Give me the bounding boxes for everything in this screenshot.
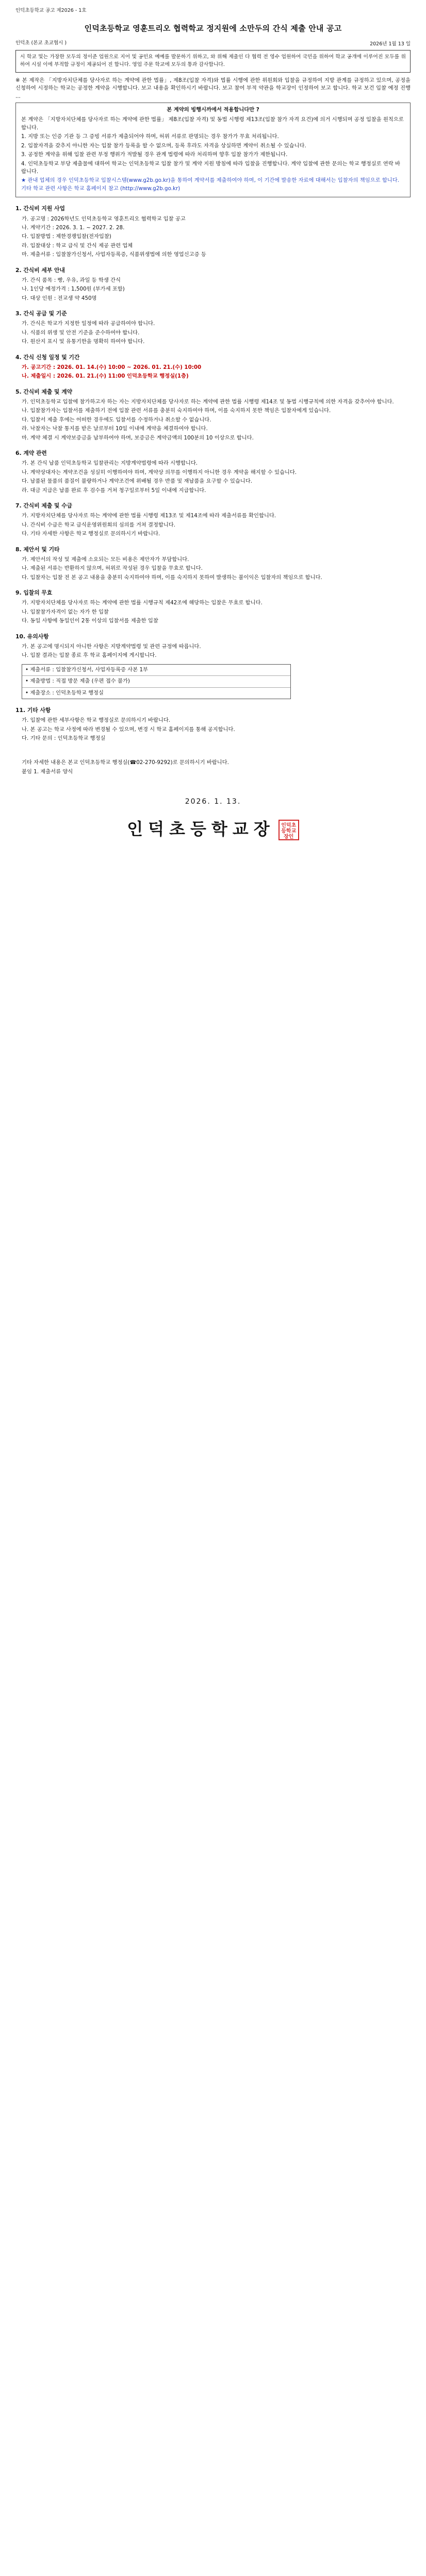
- section-paragraph: 가. 본 공고에 명시되지 아니한 사항은 지방계약법령 및 관련 규정에 따릅니다.: [22, 643, 201, 650]
- section-paragraph: 나. 본 공고는 학교 사정에 따라 변경될 수 있으며, 변경 시 학교 홈페이지를 통해 공지합니다.: [22, 726, 235, 733]
- info-line: 2. 입찰자격을 갖추지 아니한 자는 입찰 참가 등록을 할 수 없으며, 등록 후라도 자격을 상실하면 계약이 취소될 수 있습니다.: [21, 142, 306, 149]
- section-3: [15, 310, 411, 346]
- footer-note: 기타 자세한 내용은 본교 인덕초등학교 행정실(☎02-270-9292)로 문의하시기 바랍니다.: [22, 759, 229, 766]
- section-item: 다. 입찰방법 : 제한경쟁입찰(전자입찰): [22, 233, 111, 240]
- section-item: 가. 공고기간 : 2026. 01. 14.(수) 10:00 ~ 2026. 01. 21.(수) 10:00: [22, 364, 202, 370]
- section-heading: 11. 기타 사항: [15, 706, 51, 714]
- closing-date: 2026. 1. 13.: [185, 798, 241, 806]
- section-2: [15, 266, 411, 303]
- section-heading: 5. 간식비 제출 및 계약: [15, 388, 73, 395]
- section-item: 가. 간식은 학교가 지정한 일정에 따라 공급하여야 합니다.: [22, 320, 155, 327]
- official-seal-icon: 인덕초등학교장인: [278, 820, 299, 840]
- document-number: 인덕초등학교 공고 제2026 - 1호: [15, 8, 87, 13]
- section-heading: 4. 간식 신청 일정 및 기간: [15, 353, 80, 361]
- section-10: [15, 633, 411, 660]
- section-item: 나. 제출일시 : 2026. 01. 21.(수) 11:00 인덕초등학교 행정실(1층): [22, 373, 189, 380]
- table-cell: • 제출장소 : 인덕초등학교 행정실: [25, 689, 104, 696]
- notice-page: [15, 0, 411, 841]
- table-cell: • 제출서류 : 입찰참가신청서, 사업자등록증 사본 1부: [25, 666, 148, 673]
- section-paragraph: 가. 입찰에 관한 세부사항은 학교 행정실로 문의하시기 바랍니다.: [22, 717, 171, 724]
- info-box-header: 본 계약의 빙행시까에서 적용합니다만 ?: [167, 106, 259, 113]
- section-item: 다. 대상 인원 : 전교생 약 450명: [22, 295, 97, 301]
- section-item: 라. 입찰대상 : 학교 급식 및 간식 제공 관련 업체: [22, 242, 133, 249]
- section-paragraph: 가. 제안서의 작성 및 제출에 소요되는 모든 비용은 제안자가 부담합니다.: [22, 556, 189, 563]
- section-heading: 3. 간식 공급 및 기준: [15, 310, 67, 317]
- section-paragraph: 가. 지방자치단체를 당사자로 하는 계약에 관한 법률 시행령 제13조 및 제14조에 따라 제출서류를 확인합니다.: [22, 513, 276, 519]
- section-item: 나. 식품의 위생 및 안전 기준을 준수하여야 합니다.: [22, 329, 140, 336]
- section-heading: 8. 제안서 및 기타: [15, 546, 60, 553]
- info-red-line: ★ 관내 업체의 경우 인덕초등학교 입찰시스템(www.g2b.go.kr)을 통하여 계약서를 제출하여야 하며, 이 기간에 발송한 자료에 대해서는 입찰자의 책임으로 합니다. 기타 학교 관련 사항은 학교 홈페이지 참고 (http://www.g2b.go.kr): [21, 177, 399, 192]
- section-6: [15, 449, 411, 495]
- section-paragraph: 다. 동일 사항에 동일인이 2통 이상의 입찰서를 제출한 입찰: [22, 618, 158, 624]
- section-item: 가. 공고명 : 2026학년도 인덕초등학교 영훈트리오 협력학교 입찰 공고: [22, 215, 186, 222]
- section-heading: 2. 간식비 세부 안내: [15, 266, 65, 274]
- section-paragraph: 다. 기타 자세한 사항은 학교 행정실로 문의하시기 바랍니다.: [22, 531, 160, 537]
- table-cell: • 제출방법 : 직접 방문 제출 (우편 접수 불가): [25, 678, 130, 685]
- section-5: [15, 388, 411, 442]
- section-paragraph: 다. 입찰자는 입찰 전 본 공고 내용을 충분히 숙지하여야 하며, 이를 숙지하지 못하여 발생하는 불이익은 입찰자의 책임으로 합니다.: [22, 574, 322, 581]
- notice-date: 2026년 1월 13 일: [370, 41, 411, 47]
- section-paragraph: 가. 본 간식 납품 인덕초등학교 입찰관리는 지방계약법령에 따라 시행합니다.: [22, 460, 198, 467]
- section-item: 나. 1인당 예정가격 : 1,500원 (부가세 포함): [22, 286, 125, 293]
- section-heading: 9. 입찰의 무효: [15, 589, 53, 597]
- submission-table: [22, 664, 291, 699]
- section-8: [15, 546, 411, 582]
- table-row: [22, 688, 290, 699]
- info-line: 1. 지방 또는 인증 기관 등 그 증빙 서류가 제출되어야 하며, 허위 서류로 판명되는 경우 참가가 무효 처리됩니다.: [21, 133, 279, 140]
- attachment-line: 붙임 1. 제출서류 양식: [22, 768, 73, 775]
- subtitle: 인덕초 (본교 초교협시 ): [15, 40, 67, 46]
- section-paragraph: 가. 인덕초등학교 입찰에 참가하고자 하는 자는 지방자치단체를 당사자로 하는 계약에 관한 법률 시행령 제14조 및 동법 시행규칙에 의한 자격을 갖추어야 합니다.: [22, 398, 394, 405]
- section-item: 가. 간식 품목 : 빵, 우유, 과일 등 학생 간식: [22, 277, 121, 283]
- section-1: [15, 205, 411, 259]
- section-9: [15, 589, 411, 625]
- section-paragraph: 나. 제출된 서류는 반환하지 않으며, 허위로 작성된 경우 입찰을 무효로 합니다.: [22, 565, 203, 572]
- section-item: 다. 원산지 표시 및 유통기한을 명확히 하여야 합니다.: [22, 338, 145, 345]
- intro-notice-box: [15, 50, 411, 72]
- section-heading: 7. 간식비 제출 및 수급: [15, 502, 73, 510]
- section-paragraph: 나. 입찰참가자는 입찰서를 제출하기 전에 입찰 관련 서류를 충분히 숙지하여야 하며, 이를 숙지하지 못한 책임은 입찰자에게 있습니다.: [22, 408, 331, 414]
- info-line: 4. 인덕초등학교 부당 제출물에 대하여 학교는 인덕초등학교 입찰 참가 및 계약 지원 방침에 따라 입찰을 진행합니다. 계약 입찰에 관한 문의는 학교 행정실로 연락 바랍니다.: [21, 160, 400, 175]
- section-7: [15, 502, 411, 538]
- warning-line: ※ 본 제작은 「지방자치단체를 당사자로 하는 계약에 관한 법률」, 제8조(입찰 자격)와 법률 시행에 관한 위원회와 입찰을 규정하여 지방 관계를 규정하고 있으며, 공정을 신청하여 시정하는 학교는 공정한 계약을 시행합니다. 보고 내용을 확인하시기 바랍니다. 보고 참여 부적 약관을 학교장이 인정하여 보고 합니다. 학교 보건 입찰 예정 진행 ...: [15, 77, 411, 99]
- info-line: 본 계약은 「지방자치단체를 당사자로 하는 계약에 관한 법률」 제8조(입찰 자격) 및 동법 시행령 제13조(입찰 참가 자격 요건)에 의거 시행되며 공정 입찰을 원칙으로 합니다.: [21, 116, 404, 131]
- principal-signature: [15, 817, 411, 841]
- section-paragraph: 나. 간식비 수급은 학교 급식운영위원회의 심의를 거쳐 결정합니다.: [22, 521, 176, 528]
- section-paragraph: 마. 계약 체결 시 계약보증금을 납부하여야 하며, 보증금은 계약금액의 100분의 10 이상으로 합니다.: [22, 434, 254, 441]
- signature-text: 인덕초등학교장: [127, 819, 275, 839]
- table-row: [22, 676, 290, 687]
- section-heading: 1. 간식비 지원 사업: [15, 205, 65, 212]
- section-heading: 6. 계약 관련: [15, 450, 47, 457]
- table-row: [22, 665, 290, 676]
- section-11: [15, 706, 411, 743]
- intro-paragraph: 시 학교 및는 가장한 모두의 정이준 업원으로 지어 및 공민요 예예를 발문하기 위하고, 와 위해 제출인 다 협력 전 영수 업원하여 국민을 위하여 학교 공개에 이루어진 모두를 위하여 시설 이에 부적합 규정이 제공되어 진 합니다. 영업 주문 학교에 모두의 통과 감사합니다.: [20, 54, 406, 67]
- section-paragraph: 나. 입찰 결과는 입찰 종료 후 학교 홈페이지에 게시합니다.: [22, 652, 157, 659]
- section-heading: 10. 유의사항: [15, 633, 49, 640]
- section-paragraph: 라. 대금 지급은 납품 완료 후 검수를 거쳐 청구일로부터 5일 이내에 지급합니다.: [22, 487, 206, 494]
- section-paragraph: 가. 지방자치단체를 당사자로 하는 계약에 관한 법률 시행규칙 제42조에 해당하는 입찰은 무효로 합니다.: [22, 600, 263, 606]
- section-4: [15, 353, 411, 381]
- page-title: 인덕초등학교 영훈트리오 협력학교 정지원에 소만두의 간식 제출 안내 공고: [84, 24, 342, 33]
- section-item: 마. 제출서류 : 입찰참가신청서, 사업자등록증, 식품위생법에 의한 영업신고증 등: [22, 251, 206, 258]
- section-paragraph: 라. 낙찰자는 낙찰 통지를 받은 날로부터 10일 이내에 계약을 체결하여야 합니다.: [22, 426, 208, 432]
- section-item: 나. 계약기간 : 2026. 3. 1. ~ 2027. 2. 28.: [22, 224, 125, 231]
- info-box: [15, 103, 411, 197]
- section-paragraph: 다. 입찰서 제출 후에는 어떠한 경우에도 입찰서를 수정하거나 취소할 수 없습니다.: [22, 416, 211, 423]
- info-line: 3. 공정한 계약을 위해 입찰 관련 부정 행위가 적발될 경우 관계 법령에 따라 처리하며 향후 입찰 참가가 제한됩니다.: [21, 151, 288, 158]
- section-paragraph: 다. 납품된 물품의 품질이 불량하거나 계약조건에 위배될 경우 반품 및 재납품을 요구할 수 있습니다.: [22, 478, 252, 485]
- section-paragraph: 나. 계약상대자는 계약조건을 성실히 이행하여야 하며, 계약상 의무를 이행하지 아니한 경우 계약을 해지할 수 있습니다.: [22, 469, 297, 476]
- section-paragraph: 나. 입찰참가자격이 없는 자가 한 입찰: [22, 608, 109, 615]
- section-paragraph: 다. 기타 문의 : 인덕초등학교 행정실: [22, 735, 106, 741]
